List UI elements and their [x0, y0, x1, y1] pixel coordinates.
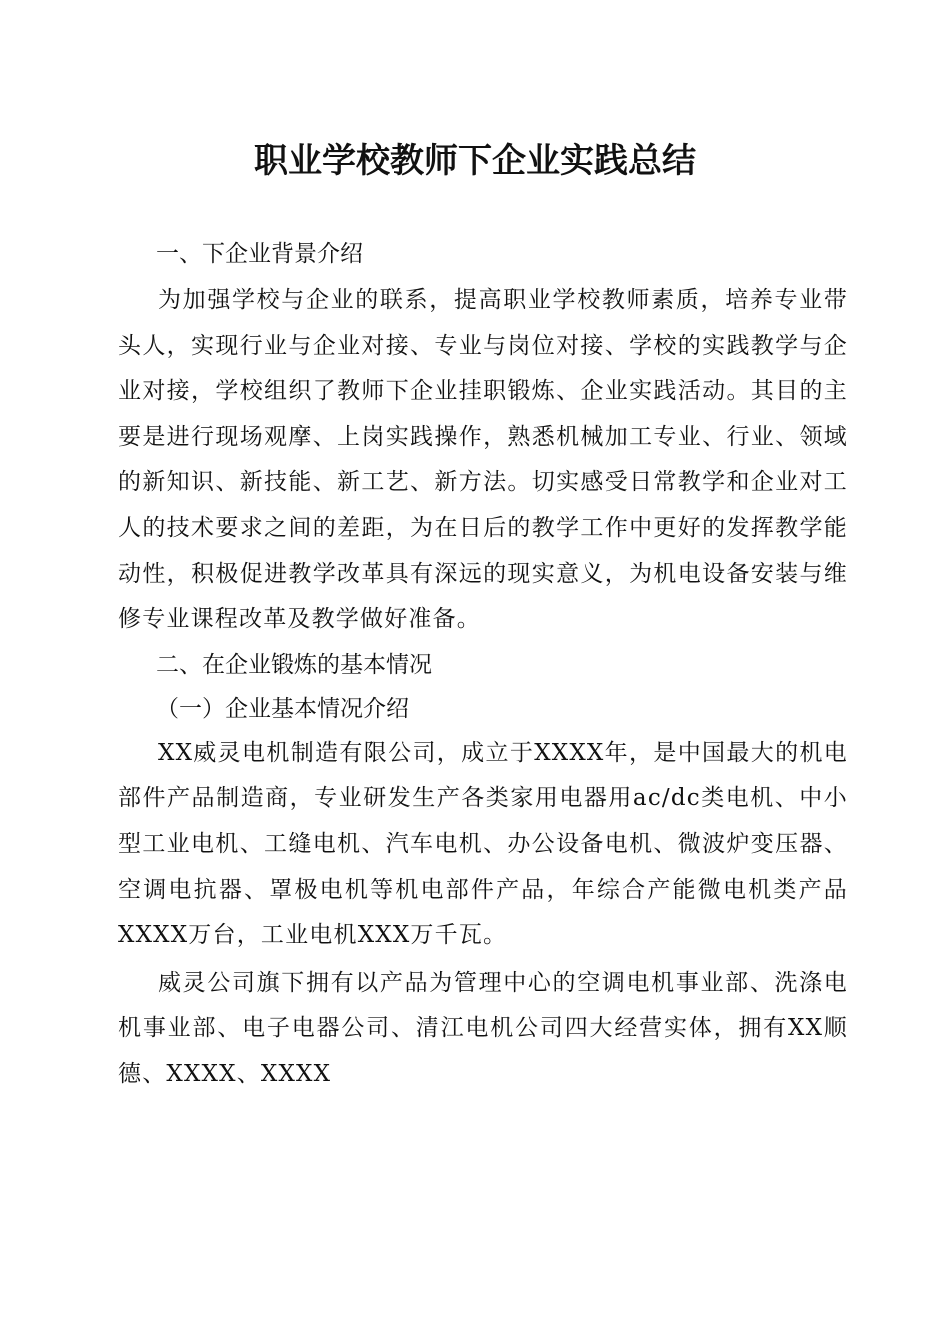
paragraph-background: 为加强学校与企业的联系，提高职业学校教师素质，培养专业带头人，实现行业与企业对接、专业与岗位对接、学校的实践教学与企业对接，学校组织了教师下企业挂职锻炼、企业实践活动。其目的主要是进行现场观摩、上岗实践操作，熟悉机械加工专业、行业、领域的新知识、新技能、新工艺、新方法。切实感受日常教学和企业对工人的技术要求之间的差距，为在日后的教学工作中更好的发挥教学能动性，积极促进教学改革具有深远的现实意义，为机电设备安装与维修专业课程改革及教学做好准备。: [118, 287, 848, 633]
document-body: [118, 232, 848, 1098]
section-heading-background: 一、下企业背景介绍: [156, 241, 363, 267]
subsection-heading-company: （一）企业基本情况介绍: [156, 695, 409, 722]
paragraph-company-intro: XX威灵电机制造有限公司，成立于XXXX年，是中国最大的机电部件产品制造商，专业研发生产各类家用电器用ac/dc类电机、中小型工业电机、工缝电机、汽车电机、办公设备电机、微波炉变压器、空调电抗器、罩极电机等机电部件产品，年综合产能微电机类产品XXXX万台，工业电机XXX万千瓦。: [118, 739, 848, 949]
paragraph-company-divisions: 威灵公司旗下拥有以产品为管理中心的空调电机事业部、洗涤电机事业部、电子电器公司、清江电机公司四大经营实体，拥有XX顺德、XXXX、XXXX: [118, 969, 848, 1087]
document-title: 职业学校教师下企业实践总结: [254, 141, 696, 181]
section-heading-training: 二、在企业锻炼的基本情况: [156, 651, 432, 678]
